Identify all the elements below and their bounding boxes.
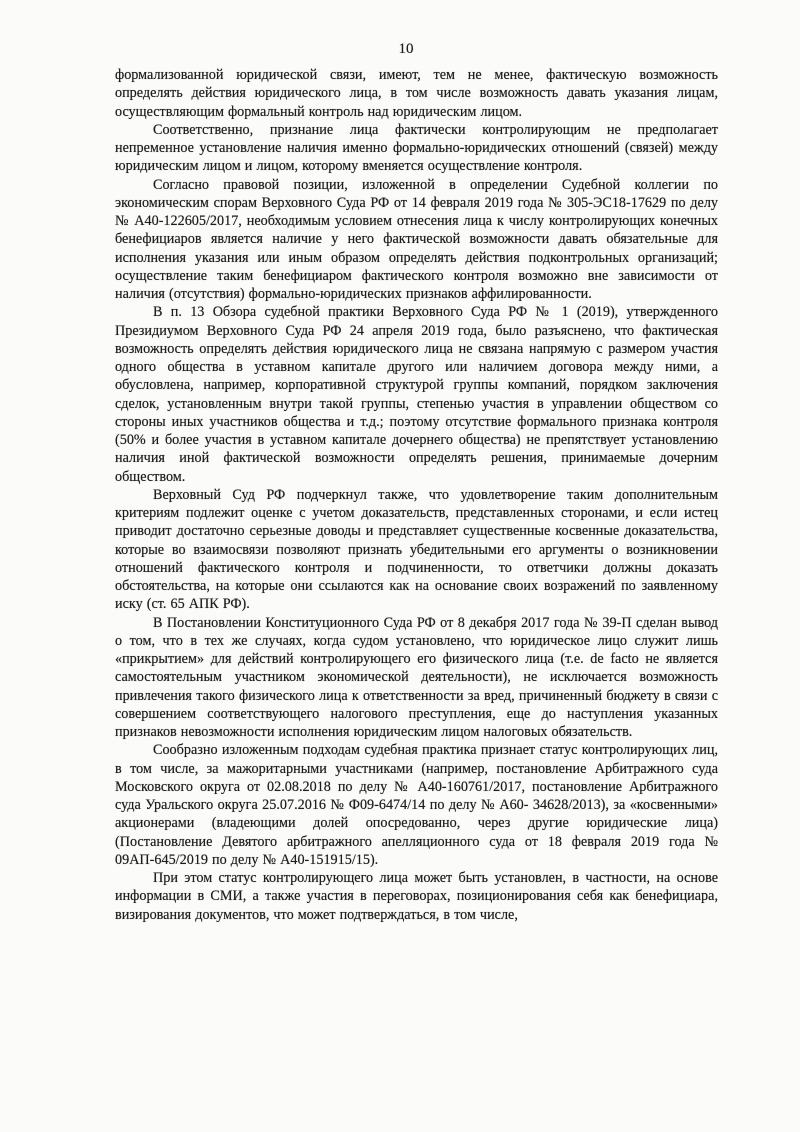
paragraph-6: В Постановлении Конституционного Суда РФ от 8 декабря 2017 года № 39-П сделан вывод о том, что в тех же случаях, когда судом установлено, что юридическое лицо служит лишь «прикрытием» для действий контролирующего его физического лица (т.е. de facto не является самостоятельным участником экономической деятельности), не исключается возможность привлечения такого физического лица к ответственности за вред, причиненный бюджету в связи с совершением соответствующего налогового преступления, еще до наступления указанных признаков невозможности исполнения юридическим лицом налоговых обязательств. (115, 614, 718, 740)
paragraph-8: При этом статус контролирующего лица может быть установлен, в частности, на основе информации в СМИ, а также участия в переговорах, позиционирования себя как бенефициара, визирования документов, что может подтверждаться, в том числе, (115, 870, 718, 923)
paragraph-4: В п. 13 Обзора судебной практики Верховного Суда РФ № 1 (2019), утвержденного Президиумом Верховного Суда РФ 24 апреля 2019 года, было разъяснено, что фактическая возможность определять действия юридического лица не связана напрямую с размером участия одного общества в уставном капитале другого или наличием договора между ними, а обусловлена, например, корпоративной структурой группы компаний, порядком заключения сделок, установленным внутри такой группы, степенью участия в управлении обществом со стороны иных участников общества и т.д.; поэтому отсутствие формального признака контроля (50% и более участия в уставном капитале дочернего общества) не препятствует установлению наличия иной фактической возможности определять решения, принимаемые дочерним обществом. (115, 304, 718, 485)
paragraph-2: Соответственно, признание лица фактически контролирующим не предполагает непременное установление наличия именно формально-юридических отношений (связей) между юридическим лицом и лицом, которому вменяется осуществление контроля. (115, 121, 718, 175)
paragraph-3: Согласно правовой позиции, изложенной в определении Судебной коллегии по экономическим спорам Верховного Суда РФ от 14 февраля 2019 года № 305-ЭС18-17629 по делу № А40-122605/2017, необходимым условием отнесения лица к числу контролирующих конечных бенефициаров является наличие у него фактической возможности давать обязательные для исполнения указания или иным образом определять действия подконтрольных организаций; осуществление таким бенефициаром фактического контроля возможно вне зависимости от наличия (отсутствия) формально-юридических признаков аффилированности. (115, 176, 718, 302)
document-body (115, 66, 718, 924)
paragraph-7: Сообразно изложенным подходам судебная практика признает статус контролирующих лиц, в том числе, за мажоритарными участниками (например, постановление Арбитражного суда Московского округа от 02.08.2018 по делу № А40-160761/2017, постановление Арбитражного суда Уральского округа 25.07.2016 № Ф09-6474/14 по делу № А60- 34628/2013), за «косвенными» акционерами (владеющими долей опосредованно, через другие юридические лица) (Постановление Девятого арбитражного апелляционного суда от 18 февраля 2019 года № 09АП-645/2019 по делу № А40-151915/15). (115, 742, 718, 868)
page-number: 10 (398, 41, 414, 57)
paragraph-1-continuation: формализованной юридической связи, имеют, тем не менее, фактическую возможность определять действия юридического лица, в том числе возможность давать указания лицам, осуществляющим формальный контроль над юридическим лицом. (115, 67, 718, 120)
paragraph-5: Верховный Суд РФ подчеркнул также, что удовлетворение таким дополнительным критериям подлежит оценке с учетом доказательств, представленных сторонами, и если истец приводит достаточно серьезные доводы и представляет существенные косвенные доказательства, которые во взаимосвязи позволяют признать убедительными его аргументы о возникновении отношений фактического контроля и подчиненности, то ответчики должны доказать обстоятельства, на которые они ссылаются как на основание своих возражений по заявленному иску (ст. 65 АПК РФ). (115, 486, 718, 613)
